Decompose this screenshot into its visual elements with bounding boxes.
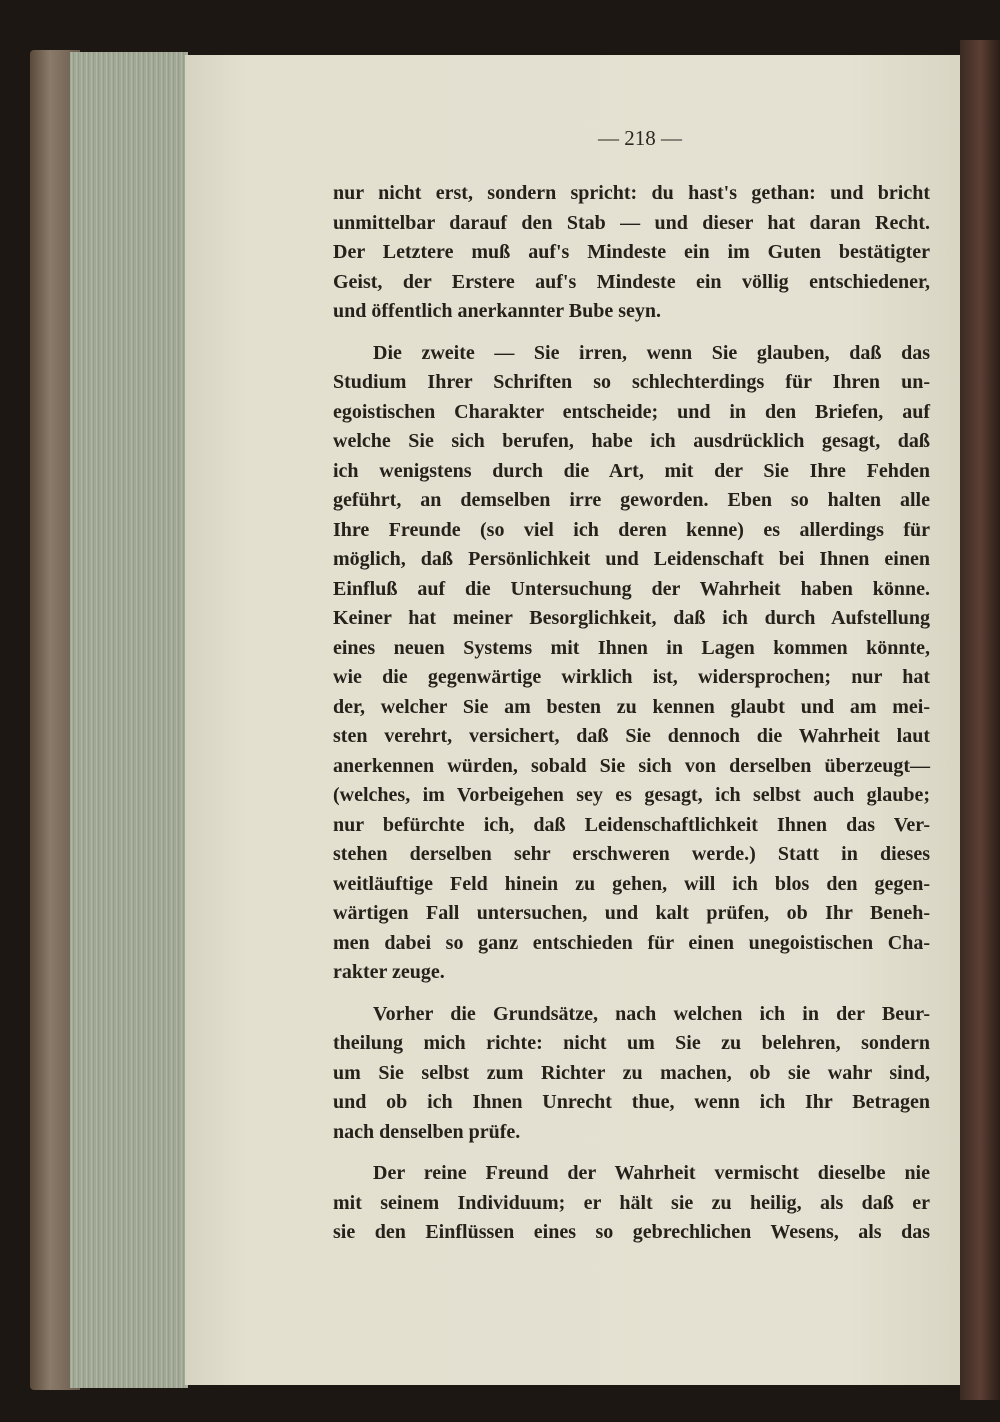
page-edges xyxy=(70,52,188,1388)
text-line: nach denselben prüfe. xyxy=(333,1120,521,1143)
page-number: — 218 — xyxy=(598,126,682,150)
text-line: wie die gegenwärtige wirklich ist, widersprochen; nur hat xyxy=(333,666,930,688)
text-line: anerkennen würden, sobald Sie sich von derselben überzeugt— xyxy=(333,754,930,777)
text-line: theilung mich richte: nicht um Sie zu belehren, sondern xyxy=(333,1032,930,1054)
text-line: sten verehrt, versichert, daß Sie dennoch die Wahrheit laut xyxy=(333,725,930,747)
text-line: unmittelbar darauf den Stab — und dieser hat daran Recht. xyxy=(333,211,930,234)
book-cover-right xyxy=(960,40,1000,1400)
text-line: um Sie selbst zum Richter zu machen, ob sie wahr sind, xyxy=(333,1061,930,1084)
text-line: Ihre Freunde (so viel ich deren kenne) es allerdings für xyxy=(333,518,930,541)
text-line: möglich, daß Persönlichkeit und Leidenschaft bei Ihnen einen xyxy=(333,548,930,570)
text-line: mit seinem Individuum; er hält sie zu heilig, als daß er xyxy=(333,1191,930,1214)
text-line: Keiner hat meiner Besorglichkeit, daß ich durch Aufstellung xyxy=(333,607,930,629)
text-line: ich wenigstens durch die Art, mit der Sie Ihre Fehden xyxy=(333,459,930,482)
text-line: Einfluß auf die Untersuchung der Wahrheit haben könne. xyxy=(333,577,930,600)
text-line: rakter zeuge. xyxy=(333,961,445,983)
text-line: eines neuen Systems mit Ihnen in Lagen kommen könnte, xyxy=(333,636,930,659)
text-line: der, welcher Sie am besten zu kennen glaubt und am mei- xyxy=(333,695,930,718)
text-line: stehen derselben sehr erschweren werde.) Statt in dieses xyxy=(333,843,930,865)
text-line: Der reine Freund der Wahrheit vermischt dieselbe nie xyxy=(373,1162,930,1184)
text-line: nur nicht erst, sondern spricht: du hast's gethan: und bricht xyxy=(333,182,930,204)
text-line: (welches, im Vorbeigehen sey es gesagt, ich selbst auch glaube; xyxy=(333,784,930,806)
text-line: men dabei so ganz entschieden für einen unegoistischen Cha- xyxy=(333,931,930,954)
text-line: nur befürchte ich, daß Leidenschaftlichkeit Ihnen das Ver- xyxy=(333,813,930,836)
text-line: Studium Ihrer Schriften so schlechterdings für Ihren un- xyxy=(333,371,930,393)
text-line: Der Letztere muß auf's Mindeste ein im Guten bestätigter xyxy=(333,241,930,263)
text-line: egoistischen Charakter entscheide; und in den Briefen, auf xyxy=(333,400,930,423)
text-line: weitläuftige Feld hinein zu gehen, will ich blos den gegen- xyxy=(333,872,930,895)
text-line: geführt, an demselben irre geworden. Eben so halten alle xyxy=(333,489,930,511)
text-line: wärtigen Fall untersuchen, und kalt prüfen, ob Ihr Beneh- xyxy=(333,902,930,924)
text-line: sie den Einflüssen eines so gebrechlichen Wesens, als das xyxy=(333,1221,930,1243)
text-line: und öffentlich anerkannter Bube seyn. xyxy=(333,300,662,322)
text-line: welche Sie sich berufen, habe ich ausdrücklich gesagt, daß xyxy=(333,430,930,452)
text-line: Geist, der Erstere auf's Mindeste ein völlig entschiedener, xyxy=(333,270,930,293)
text-line: Die zweite — Sie irren, wenn Sie glauben, daß das xyxy=(373,341,930,364)
text-line: und ob ich Ihnen Unrecht thue, wenn ich Ihr Betragen xyxy=(333,1091,930,1113)
text-line: Vorher die Grundsätze, nach welchen ich in der Beur- xyxy=(373,1002,930,1025)
